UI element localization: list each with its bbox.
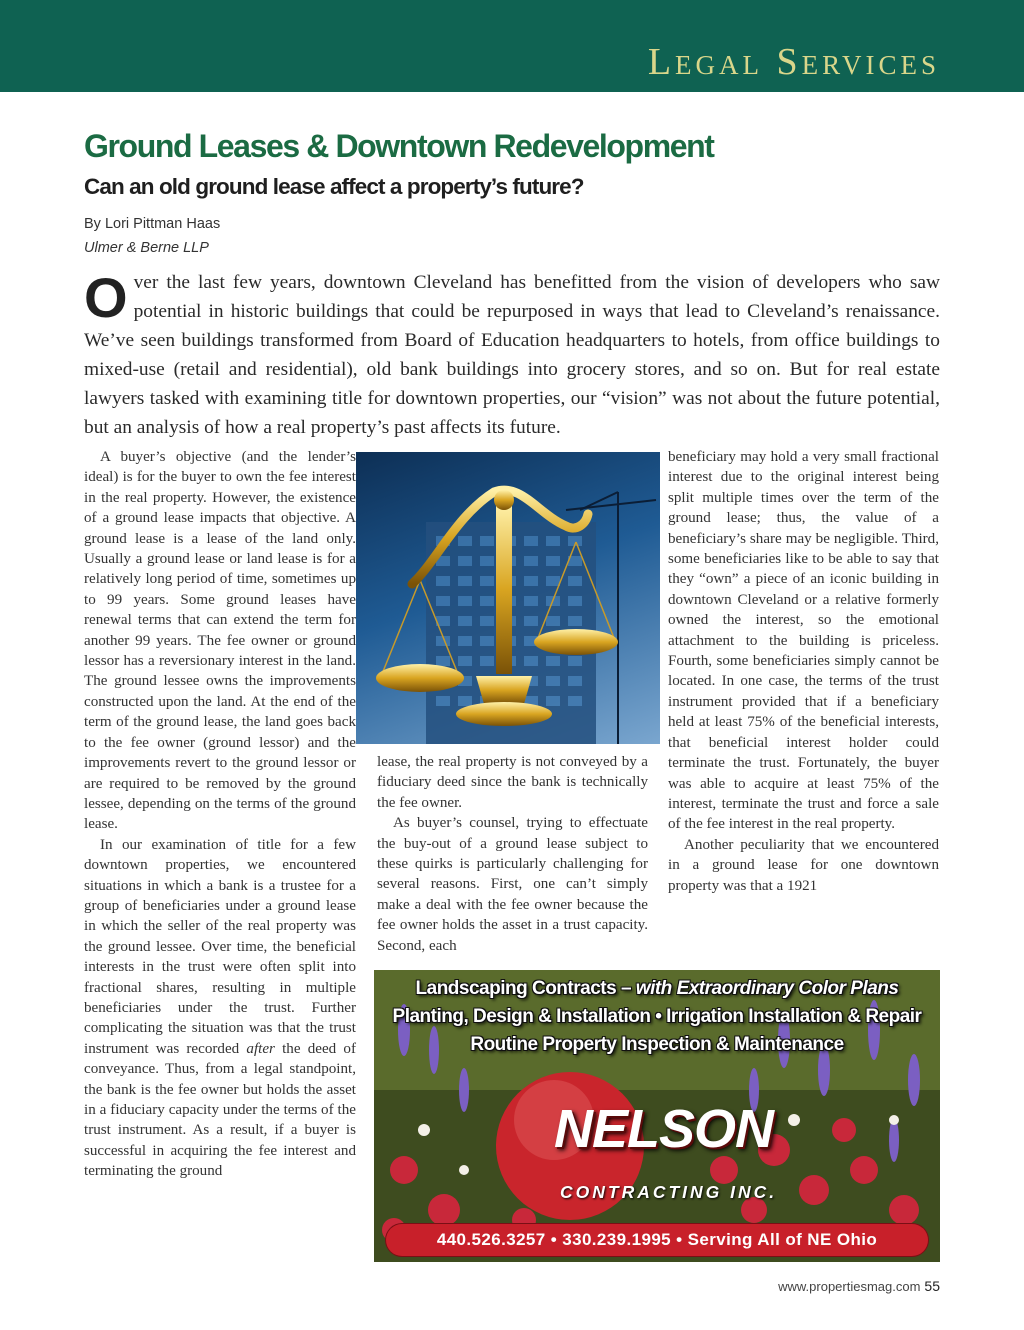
- article-subtitle: Can an old ground lease affect a property’s future?: [84, 174, 584, 199]
- lead-paragraph: [84, 268, 940, 442]
- column-left: [84, 447, 356, 1182]
- nelson-logo: NELSON: [554, 1099, 774, 1159]
- page-footer: [778, 1278, 940, 1294]
- author-firm: Ulmer & Berne LLP: [84, 240, 209, 256]
- ad-maintenance-line: Routine Property Inspection & Maintenance: [470, 1034, 844, 1055]
- ad-phone-numbers: 440.526.3257 • 330.239.1995 • Serving All of NE Ohio: [436, 1230, 878, 1249]
- body-paragraph: A buyer’s objective (and the lender’s ideal) is for the buyer to own the fee interest in the real property. However, the existence of a ground lease impacts that objective. A ground lease is a lease of the land only. Usually a ground lease or land lease is for a relatively long period of time, sometimes up to 99 years. Some ground leases have renewal terms that can extend the term for another 99 years. The fee owner or ground lessor has a reversionary interest in the land. The ground lessee owns the improvements constructed upon the land. At the end of the term of the ground lease, the land goes back to the fee owner (ground lessor) and the improvements revert to the ground lessor or are required to be removed by the ground lessee, depending on the terms of the ground lease.: [84, 449, 356, 833]
- nelson-contracting-ad: [374, 970, 940, 1262]
- author-byline: By Lori Pittman Haas: [84, 216, 221, 232]
- article-title: Ground Leases & Downtown Redevelopment: [84, 128, 714, 164]
- scales-illustration: [356, 452, 660, 744]
- column-middle: [377, 752, 648, 956]
- lead-text: ver the last few years, downtown Cleveland has benefitted from the vision of developers who saw potential in historic buildings that could be repurposed in ways that lead to Cleveland’s renaissance. We’ve seen buildings transformed from Board of Education headquarters to hotels, from office buildings to mixed-use (retail and residential), old bank buildings into grocery stores, and so on. But for real estate lawyers tasked with examining title for downtown properties, our “vision” was not about the future potential, but an analysis of how a real property’s past affects its future.: [84, 272, 940, 438]
- ad-headline: Landscaping Contracts – with Extraordinary Color Plans: [415, 978, 899, 999]
- ad-contact-bar: [386, 1224, 928, 1256]
- body-paragraph: As buyer’s counsel, trying to effectuate the buy-out of a ground lease subject to these quirks is particularly challenging for several reasons. First, one can’t simply make a deal with the fee owner because the fee owner holds the asset in a trust capacity. Second, each: [377, 815, 648, 954]
- scales-of-justice-photo: [356, 452, 660, 744]
- contracting-tagline: CONTRACTING INC.: [560, 1182, 778, 1202]
- body-paragraph: lease, the real property is not conveyed by a fiduciary deed since the bank is technically the fee owner.: [377, 754, 648, 811]
- body-paragraph: In our examination of title for a few downtown properties, we encountered situations in which a bank is a trustee for a group of beneficiaries under a ground lease in which the seller of the real property was the ground lessee. Over time, the beneficial interests in the trust were often split into fractional shares, resulting in multiple beneficiaries under the trust. Further complicating the situation was that the trust instrument was recorded after the deed of conveyance. Thus, from a legal standpoint, the bank is the fee owner but holds the asset in a fiduciary capacity under the terms of the trust instrument. As a result, if a buyer is successful in acquiring the fee interest and terminating the ground: [84, 836, 356, 1180]
- body-paragraph: beneficiary may hold a very small fractional interest due to the original interest being split multiple times over the term of the ground lease; thus, the value of a beneficiary’s share may be negligible. Third, some beneficiaries like to be able to say that they “own” a piece of an iconic building in downtown Cleveland or a relative formerly owned the interest, so the emotional attachment to the building is priceless. Fourth, some beneficiaries simply cannot be located. In one case, the terms of the trust instrument provided that if a beneficiary held at least 75% of the beneficial interests, that beneficial interest holder could terminate the trust. Fortunately, the buyer was able to acquire at least 75% of the interest, terminate the trust and force a sale of the fee interest in the real property.: [668, 449, 939, 833]
- ad-services-line: Planting, Design & Installation • Irrigation Installation & Repair: [392, 1006, 922, 1027]
- body-paragraph: Another peculiarity that we encountered in a ground lease for one downtown property was that a 1921: [668, 836, 939, 894]
- column-right: [668, 447, 939, 896]
- drop-cap: O: [84, 266, 128, 329]
- footer-url: www.propertiesmag.com: [778, 1279, 921, 1294]
- section-label: Legal Services: [647, 41, 940, 83]
- section-banner: [0, 0, 1024, 92]
- page-number: 55: [924, 1278, 940, 1294]
